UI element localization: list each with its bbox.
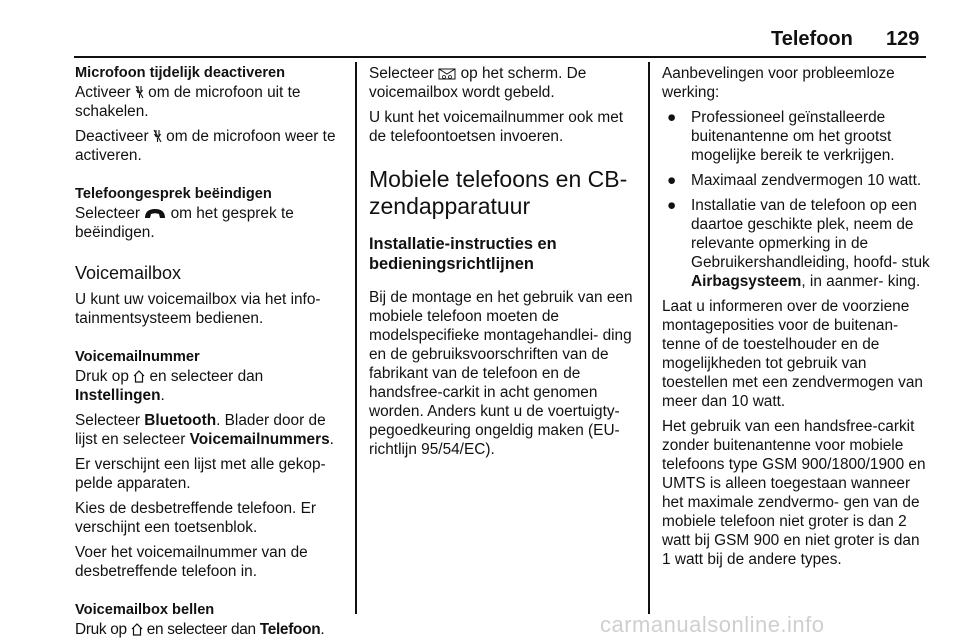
hang-up-icon — [144, 208, 166, 220]
installation-body: Bij de montage en het gebruik van een mobiele telefoon moeten de modelspecifieke montagehandlei- ding en de gebruiksvoorschriften van de fabrikant van de telefoon en de handsfree-carkit in acht genomen worden. Anders kunt u de voertuigty- pegoedkeuring ongeldig maken (EU- richtlijn 95/54/EC). — [369, 289, 633, 458]
page-number: 129 — [886, 28, 920, 50]
header-rule — [74, 56, 926, 58]
page-header-title: Telefoon — [771, 28, 853, 50]
bluetooth-text: Selecteer Bluetooth. Blader door de lijst en selecteer Voicemailnummers. — [75, 412, 334, 448]
section-title: Mobiele telefoons en CB-zendapparatuur — [369, 166, 628, 219]
enter-number-text: Voer het voicemailnummer van de desbetreffende telefoon in. — [75, 544, 308, 580]
call-voicemail-text: Druk op en selecteer dan Telefoon. — [75, 621, 325, 638]
mic-heading: Microfoon tijdelijk deactiveren — [75, 65, 286, 81]
recommendations-list — [662, 108, 930, 291]
column-divider-1 — [355, 62, 357, 614]
select-voicemail-text: Selecteer op het scherm. De voicemailbox wordt gebeld. — [369, 65, 587, 101]
bullet: ● — [667, 197, 677, 214]
call-voicemail-heading: Voicemailbox bellen — [75, 602, 215, 618]
mic-activate-text: Activeer om de microfoon uit te schakelen. — [75, 84, 301, 120]
voicemail-number-text: Druk op en selecteer dan Instellingen. — [75, 368, 264, 404]
bullet: ● — [667, 109, 677, 126]
home-icon — [131, 623, 143, 636]
recommendations-intro: Aanbevelingen voor probleemloze werking: — [662, 65, 895, 101]
phone-keys-text: U kunt het voicemailnummer ook met de telefoontoetsen invoeren. — [369, 109, 624, 145]
device-list-text: Er verschijnt een lijst met alle gekop- pelde apparaten. — [75, 456, 326, 492]
voicemail-title: Voicemailbox — [75, 263, 182, 283]
column-divider-2 — [648, 62, 650, 614]
voicemail-icon — [438, 68, 456, 80]
handsfree-text: Het gebruik van een handsfree-carkit zonder buitenantenne voor mobiele telefoons type GSM 900/1800/1900 en UMTS is alleen toegestaan wanneer het maximale zendvermo- gen van de mobiele telefoon niet groter is dan 2 watt bij GSM 900 en niet groter is dan 1 watt bij de andere types. — [662, 418, 926, 568]
mic-mute-icon — [153, 129, 162, 143]
watermark: carmanualsonline.info — [600, 612, 825, 637]
sub-title: Installatie-instructies en bedieningsrichtlijnen — [369, 235, 557, 273]
column-3 — [662, 64, 930, 569]
bullet: ● — [667, 172, 677, 189]
choose-phone-text: Kies de desbetreffende telefoon. Er verschijnt een toetsenblok. — [75, 500, 317, 536]
mic-mute-icon — [135, 85, 144, 99]
voicemail-intro: U kunt uw voicemailbox via het info- tainmentsysteem bedienen. — [75, 291, 321, 327]
column-1 — [75, 64, 345, 639]
list-item: ● Maximaal zendvermogen 10 watt. — [667, 172, 922, 189]
home-icon — [133, 370, 145, 383]
mic-deactivate-text: Deactiveer om de microfoon weer te activeren. — [75, 128, 336, 164]
list-item: ● Installatie van de telefoon op een daartoe geschikte plek, neem de relevante opmerking in de Gebruikershandleiding, hoofd- stuk Airbagsysteem, in aanmer- king. — [667, 197, 930, 290]
end-call-text: Selecteer om het gesprek te beëindigen. — [75, 205, 294, 241]
mounting-info-text: Laat u informeren over de voorziene montageposities voor de buitenan- tenne of de toestelhouder en de mogelijkheden tot gebruik van toestellen met een zendvermogen van meer dan 10 watt. — [662, 298, 923, 410]
column-2 — [369, 64, 635, 459]
voicemail-number-heading: Voicemailnummer — [75, 349, 200, 365]
list-item: ● Professioneel geïnstalleerde buitenantenne om het grootst mogelijke bereik te verkrijgen. — [667, 109, 895, 164]
end-call-heading: Telefoongesprek beëindigen — [75, 186, 272, 202]
